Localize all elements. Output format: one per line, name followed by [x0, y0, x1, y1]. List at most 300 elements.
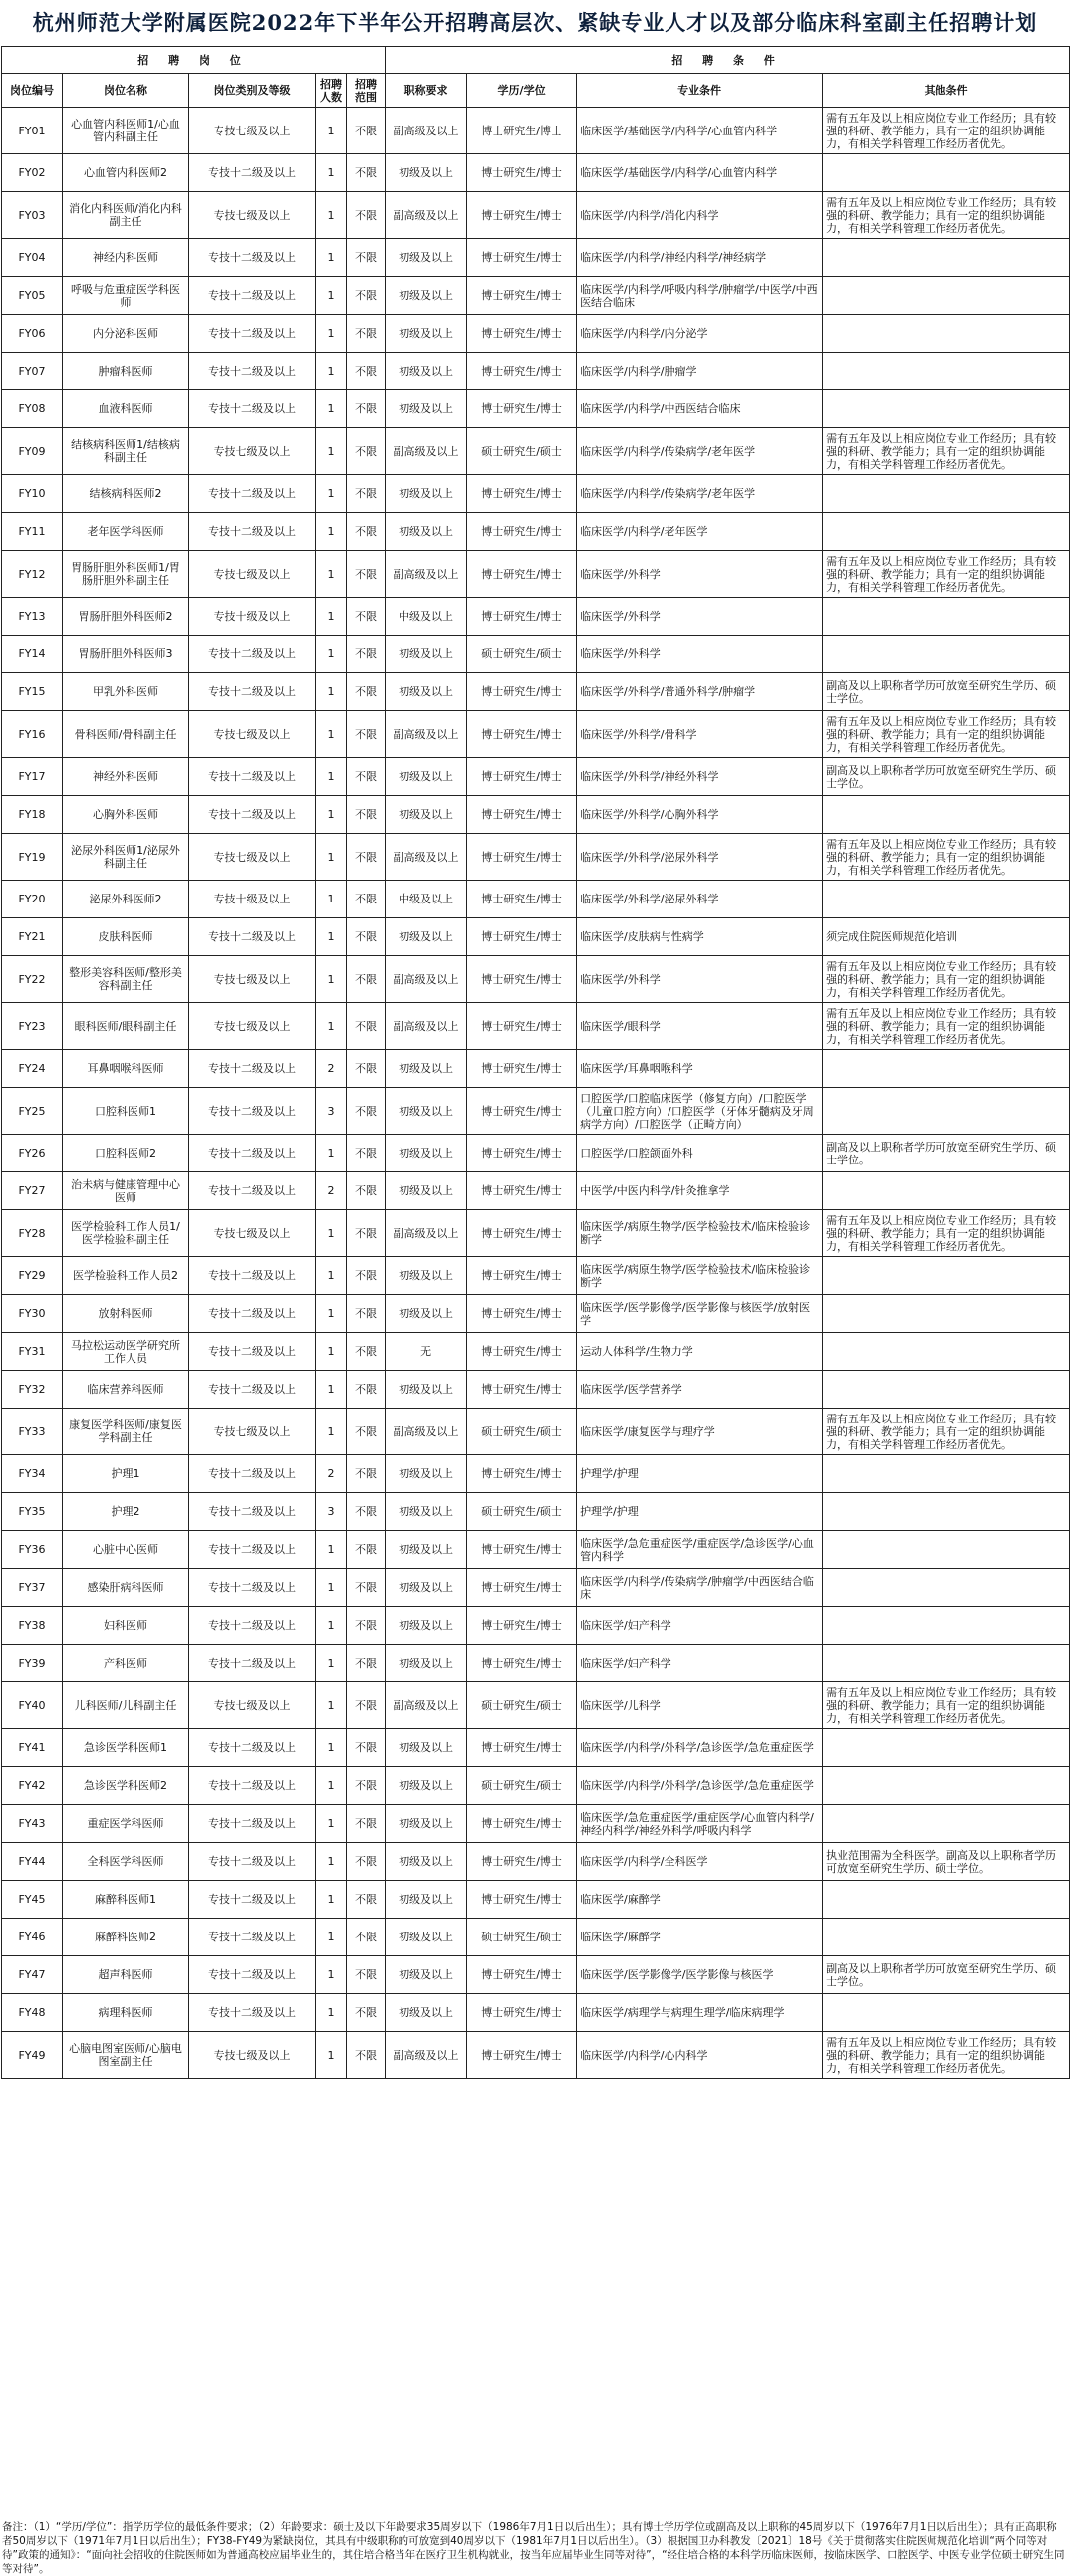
table-row	[2, 2032, 1070, 2079]
cell-major: 临床医学/内科学/中西医结合临床	[577, 390, 823, 428]
cell-title-req: 初级及以上	[386, 1919, 467, 1956]
cell-id: FY27	[2, 1172, 63, 1210]
cell-scope: 不限	[347, 1682, 386, 1729]
cell-name: 临床营养科医师	[63, 1371, 189, 1409]
cell-level: 专技十二级及以上	[189, 154, 316, 192]
cell-num: 1	[316, 277, 347, 315]
cell-scope: 不限	[347, 1843, 386, 1881]
cell-other	[823, 1371, 1070, 1409]
cell-other: 执业范围需为全科医学。副高及以上职称者学历可放宽至研究生学历、硕士学位。	[823, 1843, 1070, 1881]
cell-level: 专技十二级及以上	[189, 636, 316, 673]
table-row	[2, 956, 1070, 1003]
cell-num: 1	[316, 108, 347, 154]
cell-name: 儿科医师/儿科副主任	[63, 1682, 189, 1729]
cell-title-req: 初级及以上	[386, 1994, 467, 2032]
cell-other: 需有五年及以上相应岗位专业工作经历；具有较强的科研、教学能力；具有一定的组织协调能力，有相关学科管理工作经历者优先。	[823, 551, 1070, 598]
cell-name: 口腔科医师2	[63, 1135, 189, 1172]
cell-id: FY09	[2, 428, 63, 475]
cell-num: 1	[316, 551, 347, 598]
table-row	[2, 1135, 1070, 1172]
cell-major: 临床医学/外科学/泌尿外科学	[577, 881, 823, 918]
cell-major: 临床医学/内科学/外科学/急诊医学/急危重症医学	[577, 1767, 823, 1805]
cell-edu: 博士研究生/博士	[467, 1210, 577, 1257]
cell-other	[823, 636, 1070, 673]
cell-major: 临床医学/内科学/肿瘤学	[577, 353, 823, 390]
cell-id: FY30	[2, 1295, 63, 1333]
cell-name: 结核病科医师2	[63, 475, 189, 513]
table-row	[2, 1994, 1070, 2032]
col-header-major: 专业条件	[577, 74, 823, 108]
recruitment-table	[1, 46, 1070, 2079]
cell-scope: 不限	[347, 315, 386, 353]
cell-num: 1	[316, 239, 347, 277]
cell-scope: 不限	[347, 1333, 386, 1371]
cell-scope: 不限	[347, 277, 386, 315]
cell-edu: 博士研究生/博士	[467, 2032, 577, 2079]
cell-id: FY04	[2, 239, 63, 277]
cell-scope: 不限	[347, 1645, 386, 1682]
cell-id: FY45	[2, 1881, 63, 1919]
cell-major: 临床医学/内科学/呼吸内科学/肿瘤学/中医学/中西医结合临床	[577, 277, 823, 315]
cell-other	[823, 1994, 1070, 2032]
cell-level: 专技七级及以上	[189, 2032, 316, 2079]
cell-name: 感染肝病科医师	[63, 1569, 189, 1607]
cell-level: 专技七级及以上	[189, 711, 316, 758]
cell-other	[823, 353, 1070, 390]
cell-id: FY10	[2, 475, 63, 513]
cell-id: FY36	[2, 1531, 63, 1569]
cell-major: 临床医学/内科学/内分泌学	[577, 315, 823, 353]
cell-level: 专技十二级及以上	[189, 239, 316, 277]
cell-edu: 博士研究生/博士	[467, 192, 577, 239]
page-title: 杭州师范大学附属医院2022年下半年公开招聘高层次、紧缺专业人才以及部分临床科室副主任招聘计划	[32, 10, 1038, 35]
cell-level: 专技七级及以上	[189, 192, 316, 239]
cell-title-req: 初级及以上	[386, 315, 467, 353]
cell-major: 运动人体科学/生物力学	[577, 1333, 823, 1371]
cell-title-req: 初级及以上	[386, 513, 467, 551]
cell-level: 专技十二级及以上	[189, 1569, 316, 1607]
cell-other	[823, 1919, 1070, 1956]
cell-level: 专技十二级及以上	[189, 1172, 316, 1210]
col-header-scope: 招聘范围	[347, 74, 386, 108]
cell-num: 1	[316, 1409, 347, 1455]
cell-num: 1	[316, 711, 347, 758]
cell-num: 3	[316, 1493, 347, 1531]
cell-scope: 不限	[347, 154, 386, 192]
cell-num: 1	[316, 1135, 347, 1172]
cell-major: 护理学/护理	[577, 1493, 823, 1531]
cell-edu: 博士研究生/博士	[467, 1531, 577, 1569]
cell-scope: 不限	[347, 1371, 386, 1409]
cell-id: FY01	[2, 108, 63, 154]
cell-id: FY37	[2, 1569, 63, 1607]
cell-num: 1	[316, 1729, 347, 1767]
cell-scope: 不限	[347, 1409, 386, 1455]
cell-title-req: 初级及以上	[386, 796, 467, 834]
table-row	[2, 918, 1070, 956]
cell-name: 神经内科医师	[63, 239, 189, 277]
cell-level: 专技十二级及以上	[189, 1607, 316, 1645]
cell-num: 2	[316, 1050, 347, 1088]
cell-level: 专技十二级及以上	[189, 315, 316, 353]
cell-level: 专技十二级及以上	[189, 673, 316, 711]
table-row	[2, 1050, 1070, 1088]
cell-id: FY15	[2, 673, 63, 711]
table-row	[2, 390, 1070, 428]
table-row	[2, 834, 1070, 881]
cell-other: 须完成住院医师规范化培训	[823, 918, 1070, 956]
cell-edu: 博士研究生/博士	[467, 1569, 577, 1607]
cell-major: 临床医学/麻醉学	[577, 1919, 823, 1956]
cell-level: 专技十二级及以上	[189, 1333, 316, 1371]
table-row	[2, 636, 1070, 673]
cell-major: 临床医学/眼科学	[577, 1003, 823, 1050]
group-header-positions: 招 聘 岗 位	[2, 47, 386, 74]
table-row	[2, 1333, 1070, 1371]
cell-level: 专技十二级及以上	[189, 1956, 316, 1994]
cell-other	[823, 598, 1070, 636]
table-row	[2, 277, 1070, 315]
cell-scope: 不限	[347, 918, 386, 956]
cell-edu: 博士研究生/博士	[467, 1729, 577, 1767]
cell-level: 专技十二级及以上	[189, 1805, 316, 1843]
cell-level: 专技十二级及以上	[189, 1645, 316, 1682]
cell-scope: 不限	[347, 1994, 386, 2032]
cell-name: 心血管内科医师1/心血管内科副主任	[63, 108, 189, 154]
cell-edu: 博士研究生/博士	[467, 154, 577, 192]
cell-scope: 不限	[347, 1729, 386, 1767]
cell-scope: 不限	[347, 1956, 386, 1994]
cell-edu: 博士研究生/博士	[467, 1371, 577, 1409]
cell-edu: 博士研究生/博士	[467, 1003, 577, 1050]
cell-major: 临床医学/内科学/传染病学/老年医学	[577, 475, 823, 513]
table-row	[2, 673, 1070, 711]
cell-title-req: 初级及以上	[386, 1729, 467, 1767]
table-row	[2, 758, 1070, 796]
cell-scope: 不限	[347, 390, 386, 428]
cell-name: 医学检验科工作人员2	[63, 1257, 189, 1295]
cell-edu: 博士研究生/博士	[467, 1050, 577, 1088]
cell-other	[823, 796, 1070, 834]
cell-num: 1	[316, 1682, 347, 1729]
cell-name: 肿瘤科医师	[63, 353, 189, 390]
cell-scope: 不限	[347, 1050, 386, 1088]
cell-id: FY16	[2, 711, 63, 758]
cell-title-req: 副高级及以上	[386, 551, 467, 598]
table-row	[2, 796, 1070, 834]
cell-level: 专技十级及以上	[189, 598, 316, 636]
cell-scope: 不限	[347, 1003, 386, 1050]
group-header-conditions: 招 聘 条 件	[386, 47, 1070, 74]
cell-name: 康复医学科医师/康复医学科副主任	[63, 1409, 189, 1455]
cell-edu: 博士研究生/博士	[467, 711, 577, 758]
cell-other: 副高及以上职称者学历可放宽至研究生学历、硕士学位。	[823, 758, 1070, 796]
cell-other: 副高及以上职称者学历可放宽至研究生学历、硕士学位。	[823, 1956, 1070, 1994]
cell-name: 胃肠肝胆外科医师1/胃肠肝胆外科副主任	[63, 551, 189, 598]
cell-id: FY12	[2, 551, 63, 598]
cell-edu: 博士研究生/博士	[467, 918, 577, 956]
cell-major: 临床医学/外科学/心胸外科学	[577, 796, 823, 834]
cell-name: 急诊医学科医师2	[63, 1767, 189, 1805]
cell-other	[823, 1295, 1070, 1333]
cell-num: 1	[316, 636, 347, 673]
cell-edu: 硕士研究生/硕士	[467, 1682, 577, 1729]
cell-other	[823, 1531, 1070, 1569]
cell-other	[823, 513, 1070, 551]
cell-title-req: 副高级及以上	[386, 834, 467, 881]
cell-other	[823, 1455, 1070, 1493]
table-row	[2, 551, 1070, 598]
cell-other	[823, 239, 1070, 277]
cell-scope: 不限	[347, 673, 386, 711]
cell-name: 妇科医师	[63, 1607, 189, 1645]
cell-major: 临床医学/病原生物学/医学检验技术/临床检验诊断学	[577, 1210, 823, 1257]
cell-scope: 不限	[347, 598, 386, 636]
cell-title-req: 初级及以上	[386, 154, 467, 192]
cell-edu: 博士研究生/博士	[467, 277, 577, 315]
cell-id: FY35	[2, 1493, 63, 1531]
cell-other: 需有五年及以上相应岗位专业工作经历；具有较强的科研、教学能力；具有一定的组织协调能力，有相关学科管理工作经历者优先。	[823, 834, 1070, 881]
cell-title-req: 副高级及以上	[386, 192, 467, 239]
cell-other	[823, 154, 1070, 192]
table-row	[2, 1531, 1070, 1569]
cell-name: 急诊医学科医师1	[63, 1729, 189, 1767]
table-row	[2, 1881, 1070, 1919]
cell-edu: 博士研究生/博士	[467, 1645, 577, 1682]
cell-title-req: 副高级及以上	[386, 428, 467, 475]
cell-name: 胃肠肝胆外科医师3	[63, 636, 189, 673]
cell-edu: 博士研究生/博士	[467, 513, 577, 551]
cell-major: 临床医学/内科学/外科学/急诊医学/急危重症医学	[577, 1729, 823, 1767]
cell-scope: 不限	[347, 513, 386, 551]
cell-id: FY02	[2, 154, 63, 192]
cell-scope: 不限	[347, 428, 386, 475]
cell-title-req: 初级及以上	[386, 1050, 467, 1088]
cell-num: 1	[316, 475, 347, 513]
cell-major: 护理学/护理	[577, 1455, 823, 1493]
cell-level: 专技十二级及以上	[189, 918, 316, 956]
cell-edu: 博士研究生/博士	[467, 796, 577, 834]
cell-edu: 博士研究生/博士	[467, 239, 577, 277]
cell-scope: 不限	[347, 1881, 386, 1919]
cell-name: 马拉松运动医学研究所工作人员	[63, 1333, 189, 1371]
table-row	[2, 315, 1070, 353]
cell-level: 专技十二级及以上	[189, 1767, 316, 1805]
cell-edu: 博士研究生/博士	[467, 1333, 577, 1371]
cell-name: 老年医学科医师	[63, 513, 189, 551]
cell-num: 1	[316, 1843, 347, 1881]
table-row	[2, 108, 1070, 154]
cell-edu: 博士研究生/博士	[467, 1088, 577, 1135]
cell-id: FY22	[2, 956, 63, 1003]
table-row	[2, 1767, 1070, 1805]
cell-id: FY33	[2, 1409, 63, 1455]
table-row	[2, 1003, 1070, 1050]
cell-scope: 不限	[347, 551, 386, 598]
cell-id: FY29	[2, 1257, 63, 1295]
cell-edu: 博士研究生/博士	[467, 1455, 577, 1493]
cell-id: FY06	[2, 315, 63, 353]
cell-edu: 博士研究生/博士	[467, 1257, 577, 1295]
cell-id: FY31	[2, 1333, 63, 1371]
cell-level: 专技十二级及以上	[189, 1257, 316, 1295]
cell-num: 1	[316, 428, 347, 475]
cell-major: 临床医学/内科学/消化内科学	[577, 192, 823, 239]
table-row	[2, 1172, 1070, 1210]
cell-title-req: 初级及以上	[386, 1531, 467, 1569]
cell-other: 需有五年及以上相应岗位专业工作经历；具有较强的科研、教学能力；具有一定的组织协调能力，有相关学科管理工作经历者优先。	[823, 2032, 1070, 2079]
cell-num: 1	[316, 315, 347, 353]
cell-num: 1	[316, 390, 347, 428]
col-header-name: 岗位名称	[63, 74, 189, 108]
cell-major: 临床医学/医学营养学	[577, 1371, 823, 1409]
cell-major: 临床医学/外科学/骨科学	[577, 711, 823, 758]
cell-name: 泌尿外科医师2	[63, 881, 189, 918]
cell-major: 临床医学/康复医学与理疗学	[577, 1409, 823, 1455]
cell-scope: 不限	[347, 636, 386, 673]
cell-title-req: 初级及以上	[386, 277, 467, 315]
cell-major: 临床医学/耳鼻咽喉科学	[577, 1050, 823, 1088]
cell-major: 临床医学/外科学	[577, 956, 823, 1003]
cell-name: 重症医学科医师	[63, 1805, 189, 1843]
cell-major: 临床医学/外科学/普通外科学/肿瘤学	[577, 673, 823, 711]
cell-major: 临床医学/急危重症医学/重症医学/急诊医学/心血管内科学	[577, 1531, 823, 1569]
cell-name: 病理科医师	[63, 1994, 189, 2032]
cell-other: 需有五年及以上相应岗位专业工作经历；具有较强的科研、教学能力；具有一定的组织协调能力，有相关学科管理工作经历者优先。	[823, 1682, 1070, 1729]
cell-id: FY42	[2, 1767, 63, 1805]
cell-other: 需有五年及以上相应岗位专业工作经历；具有较强的科研、教学能力；具有一定的组织协调能力，有相关学科管理工作经历者优先。	[823, 108, 1070, 154]
table-row	[2, 1956, 1070, 1994]
cell-level: 专技十二级及以上	[189, 1050, 316, 1088]
cell-other	[823, 881, 1070, 918]
table-row	[2, 711, 1070, 758]
cell-edu: 博士研究生/博士	[467, 1172, 577, 1210]
cell-id: FY13	[2, 598, 63, 636]
cell-title-req: 初级及以上	[386, 1371, 467, 1409]
cell-name: 治未病与健康管理中心医师	[63, 1172, 189, 1210]
cell-other: 需有五年及以上相应岗位专业工作经历；具有较强的科研、教学能力；具有一定的组织协调能力，有相关学科管理工作经历者优先。	[823, 1003, 1070, 1050]
cell-num: 1	[316, 1569, 347, 1607]
cell-other: 需有五年及以上相应岗位专业工作经历；具有较强的科研、教学能力；具有一定的组织协调能力，有相关学科管理工作经历者优先。	[823, 428, 1070, 475]
cell-id: FY39	[2, 1645, 63, 1682]
cell-name: 口腔科医师1	[63, 1088, 189, 1135]
cell-name: 泌尿外科医师1/泌尿外科副主任	[63, 834, 189, 881]
cell-level: 专技十二级及以上	[189, 513, 316, 551]
cell-level: 专技十二级及以上	[189, 1729, 316, 1767]
cell-id: FY24	[2, 1050, 63, 1088]
cell-other	[823, 1050, 1070, 1088]
cell-name: 超声科医师	[63, 1956, 189, 1994]
cell-title-req: 初级及以上	[386, 239, 467, 277]
cell-scope: 不限	[347, 1455, 386, 1493]
cell-major: 中医学/中医内科学/针灸推拿学	[577, 1172, 823, 1210]
cell-title-req: 初级及以上	[386, 1295, 467, 1333]
cell-edu: 博士研究生/博士	[467, 1843, 577, 1881]
cell-id: FY38	[2, 1607, 63, 1645]
cell-num: 1	[316, 1531, 347, 1569]
cell-title-req: 初级及以上	[386, 1767, 467, 1805]
cell-title-req: 副高级及以上	[386, 956, 467, 1003]
cell-id: FY17	[2, 758, 63, 796]
table-row	[2, 1805, 1070, 1843]
cell-major: 口腔医学/口腔临床医学（修复方向）/口腔医学（儿童口腔方向）/口腔医学（牙体牙髓病及牙周病学方向）/口腔医学（正畸方向）	[577, 1088, 823, 1135]
cell-num: 1	[316, 1371, 347, 1409]
cell-other	[823, 1172, 1070, 1210]
cell-title-req: 初级及以上	[386, 1956, 467, 1994]
cell-major: 临床医学/内科学/神经内科学/神经病学	[577, 239, 823, 277]
cell-num: 1	[316, 673, 347, 711]
cell-id: FY26	[2, 1135, 63, 1172]
cell-level: 专技十二级及以上	[189, 390, 316, 428]
cell-level: 专技十二级及以上	[189, 1088, 316, 1135]
table-row	[2, 1607, 1070, 1645]
cell-major: 临床医学/妇产科学	[577, 1607, 823, 1645]
table-row	[2, 1409, 1070, 1455]
cell-edu: 硕士研究生/硕士	[467, 1409, 577, 1455]
cell-id: FY41	[2, 1729, 63, 1767]
cell-other: 需有五年及以上相应岗位专业工作经历；具有较强的科研、教学能力；具有一定的组织协调能力，有相关学科管理工作经历者优先。	[823, 1409, 1070, 1455]
cell-other	[823, 1569, 1070, 1607]
cell-id: FY47	[2, 1956, 63, 1994]
cell-major: 临床医学/外科学/神经外科学	[577, 758, 823, 796]
cell-edu: 博士研究生/博士	[467, 108, 577, 154]
cell-title-req: 初级及以上	[386, 1172, 467, 1210]
cell-scope: 不限	[347, 1531, 386, 1569]
cell-level: 专技十二级及以上	[189, 796, 316, 834]
cell-name: 心脏中心医师	[63, 1531, 189, 1569]
cell-level: 专技十二级及以上	[189, 353, 316, 390]
cell-id: FY25	[2, 1088, 63, 1135]
cell-other	[823, 1645, 1070, 1682]
cell-num: 1	[316, 956, 347, 1003]
cell-edu: 博士研究生/博士	[467, 475, 577, 513]
table-row	[2, 1371, 1070, 1409]
cell-name: 皮肤科医师	[63, 918, 189, 956]
cell-other: 需有五年及以上相应岗位专业工作经历；具有较强的科研、教学能力；具有一定的组织协调能力，有相关学科管理工作经历者优先。	[823, 192, 1070, 239]
cell-edu: 博士研究生/博士	[467, 1956, 577, 1994]
cell-id: FY05	[2, 277, 63, 315]
cell-major: 口腔医学/口腔颌面外科	[577, 1135, 823, 1172]
cell-id: FY44	[2, 1843, 63, 1881]
cell-name: 产科医师	[63, 1645, 189, 1682]
cell-level: 专技七级及以上	[189, 551, 316, 598]
table-row	[2, 1645, 1070, 1682]
cell-edu: 博士研究生/博士	[467, 1881, 577, 1919]
cell-title-req: 初级及以上	[386, 390, 467, 428]
table-row	[2, 1455, 1070, 1493]
cell-title-req: 副高级及以上	[386, 1003, 467, 1050]
cell-level: 专技十二级及以上	[189, 1295, 316, 1333]
cell-title-req: 初级及以上	[386, 758, 467, 796]
cell-name: 整形美容科医师/整形美容科副主任	[63, 956, 189, 1003]
col-header-title-req: 职称要求	[386, 74, 467, 108]
cell-title-req: 无	[386, 1333, 467, 1371]
cell-name: 血液科医师	[63, 390, 189, 428]
cell-level: 专技十二级及以上	[189, 1531, 316, 1569]
cell-title-req: 初级及以上	[386, 1493, 467, 1531]
table-row	[2, 881, 1070, 918]
cell-other	[823, 277, 1070, 315]
cell-level: 专技七级及以上	[189, 108, 316, 154]
cell-major: 临床医学/外科学	[577, 636, 823, 673]
cell-scope: 不限	[347, 192, 386, 239]
cell-id: FY49	[2, 2032, 63, 2079]
cell-other	[823, 475, 1070, 513]
table-row	[2, 1493, 1070, 1531]
cell-name: 消化内科医师/消化内科副主任	[63, 192, 189, 239]
cell-level: 专技十二级及以上	[189, 277, 316, 315]
cell-level: 专技七级及以上	[189, 834, 316, 881]
